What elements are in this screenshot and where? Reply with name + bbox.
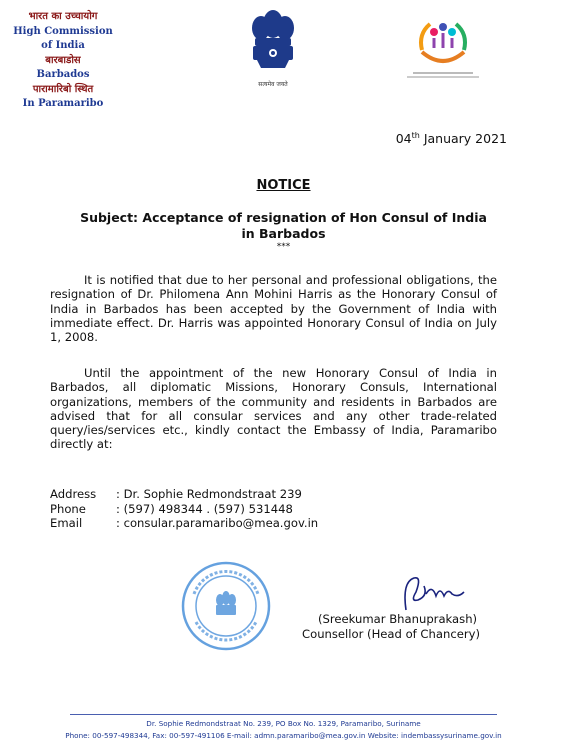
footer-contacts: Phone: 00-597-498344, Fax: 00-597-491106 E-mail: admn.paramaribo@mea.gov.in Website: indembassysuriname.gov.in	[65, 731, 502, 740]
phone-value: : (597) 498344 . (597) 531448	[116, 501, 293, 516]
footer-address: Dr. Sophie Redmondstraat No. 239, PO Box No. 1329, Paramaribo, Suriname	[146, 719, 421, 728]
azadi-logo-icon	[408, 12, 478, 72]
notice-title: NOTICE	[256, 178, 311, 193]
email-label: Email	[50, 516, 83, 530]
subject-line	[60, 210, 507, 242]
email-row	[50, 516, 318, 531]
date-suffix: th	[411, 131, 420, 140]
date-day: 04	[395, 131, 412, 147]
signatory-title: Counsellor (Head of Chancery)	[302, 627, 480, 641]
phone-label: Phone	[50, 501, 86, 516]
emblem-motto: सत्यमेव जयते	[258, 81, 288, 88]
paragraph-resignation: It is notified that due to her personal and professional obligations, the resignation of Dr. Philomena Ann Mohini Harris as the Honorary Consul of India in Barbados has been accepted by the Government of India with immediate effect. Dr. Harris was appointed Honorary Consul of India on July 1, 2008.	[50, 273, 497, 345]
email-value: : consular.paramaribo@mea.gov.in	[116, 516, 319, 530]
logo-caption	[402, 70, 484, 80]
footer-divider	[70, 714, 497, 715]
letter-date	[396, 131, 507, 146]
national-emblem-icon	[245, 8, 301, 80]
phone-row	[50, 502, 318, 517]
hindi-country: बारबाडोस	[45, 54, 81, 66]
hindi-location: पारामारिबो स्थित	[32, 83, 94, 95]
letterhead-title	[8, 10, 118, 112]
subject-line-2: in Barbados	[241, 226, 326, 241]
address-label: Address	[50, 487, 97, 501]
date-rest: January 2021	[423, 131, 507, 147]
embassy-stamp-icon	[180, 560, 272, 652]
address-value: : Dr. Sophie Redmondstraat 239	[116, 487, 302, 501]
mission-name: High Commission of India	[13, 25, 113, 51]
subject-line-1: Subject: Acceptance of resignation of Hon Consul of India	[80, 210, 487, 225]
location: In Paramaribo	[22, 98, 104, 109]
country: Barbados	[36, 69, 90, 80]
paragraph-contact-advice: Until the appointment of the new Honorary Consul of India in Barbados, all diplomatic Missions, Honorary Consuls, International organizations, members of the community and residents in Barbados are advised that for all consular services and any other trade-related query/ies/services etc., kindly contact the Embassy of India, Paramaribo directly at:	[50, 366, 497, 452]
contact-block	[50, 487, 318, 531]
signatory-name: (Sreekumar Bhanuprakash)	[318, 612, 478, 626]
hindi-mission-name: भारत का उच्चायोग	[28, 11, 98, 22]
subject-separator: ***	[276, 242, 291, 252]
address-row	[50, 487, 318, 502]
